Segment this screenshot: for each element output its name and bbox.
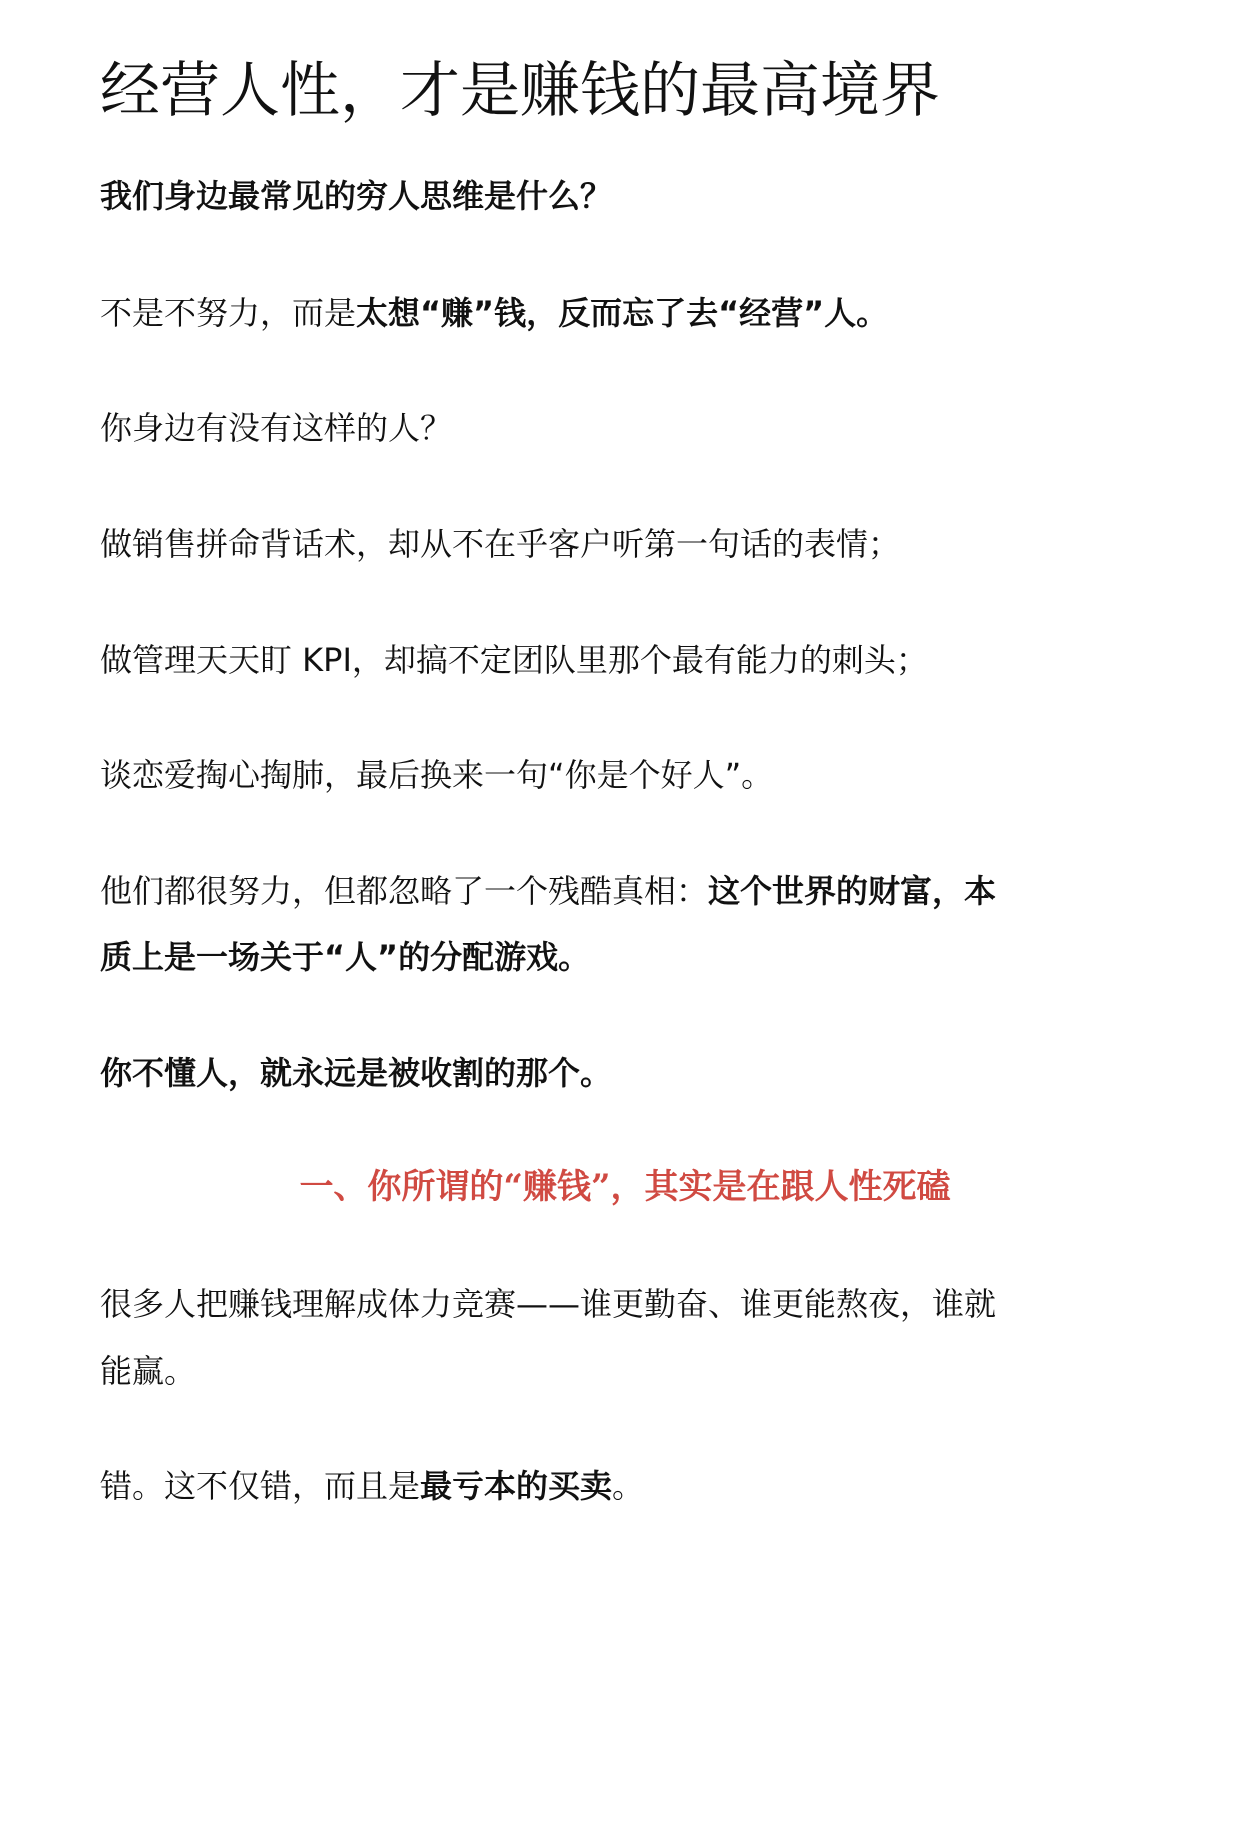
paragraph-management-example: 做管理天天盯 KPI，却搞不定团队里那个最有能力的刺头；: [100, 641, 928, 679]
paragraph-text: 他们都很努力，但都忽略了一个残酷真相：: [100, 872, 709, 910]
section-heading-1: 一、你所谓的“赚钱”，其实是在跟人性死磕: [299, 1167, 951, 1207]
paragraph-poor-thinking-question: 我们身边最常见的穷人思维是什么？: [100, 177, 613, 215]
paragraph-cruel-truth-line2: 质上是一场关于“人”的分配游戏。: [100, 938, 591, 976]
paragraph-text: 错。这不仅错，而且是: [100, 1467, 421, 1505]
paragraph-sales-example: 做销售拼命背话术，却从不在乎客户听第一句话的表情；: [100, 525, 901, 563]
paragraph-wrong: [100, 1447, 1150, 1525]
paragraph-emphasis: 最亏本的买卖: [420, 1467, 613, 1505]
paragraph-not-lazy: [100, 274, 1150, 352]
paragraph-emphasis: 太想“赚”钱，反而忘了去“经营”人。: [356, 294, 889, 332]
paragraph-physical-race-line2: 能赢。: [100, 1352, 197, 1390]
paragraph-physical-race-line1: 很多人把赚钱理解成体力竞赛——谁更勤奋、谁更能熬夜，谁就: [100, 1285, 997, 1323]
paragraph-harvested: 你不懂人，就永远是被收割的那个。: [100, 1054, 613, 1092]
paragraph-text-end: 。: [612, 1467, 645, 1505]
paragraph-romance-example: 谈恋爱掏心掏肺，最后换来一句“你是个好人”。: [100, 756, 774, 794]
paragraph-such-people: 你身边有没有这样的人？: [100, 409, 453, 447]
paragraph-text: 不是不努力，而是: [100, 294, 357, 332]
paragraph-emphasis: 这个世界的财富，本: [708, 872, 997, 910]
article-title: 经营人性，才是赚钱的最高境界: [100, 56, 940, 126]
